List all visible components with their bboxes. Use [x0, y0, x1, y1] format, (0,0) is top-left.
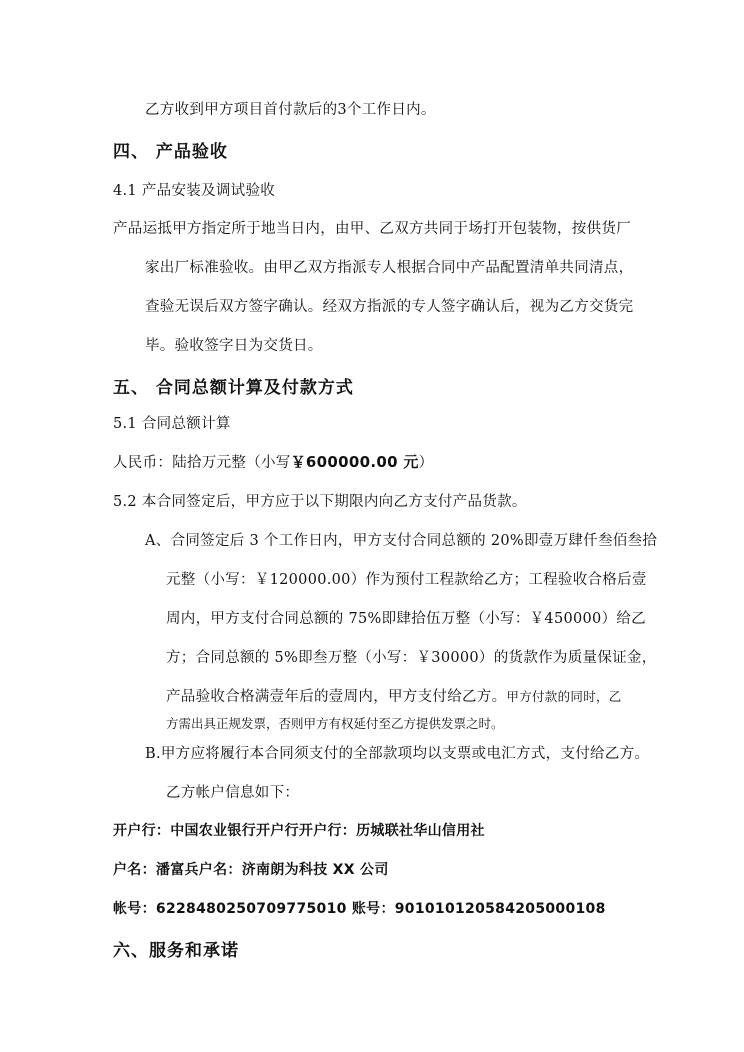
- rmb-total-line: [113, 451, 433, 472]
- account-number-line: 帐号：6228480250709775010 账号：9010101205842050001​08: [113, 901, 606, 917]
- section-6-heading: 六、服务和承诺: [113, 941, 239, 961]
- payment-a-line-6-note: 方需出具正规发票，否则甲方有权延付至乙方提供发票之时。: [166, 716, 504, 731]
- payment-b-paragraph: B.甲方应将履行本合同须支付的全部款项均以支票或电汇方式，支付给乙方。: [145, 746, 650, 762]
- payment-a-line-4: 方；合同总额的 5%即叁万整（小写：￥30000）的货款作为质量保证金，: [166, 650, 657, 666]
- payment-a-line-5: [166, 685, 622, 706]
- acceptance-paragraph-line-3: 查验无误后双方签字确认。经双方指派的专人签字确认后，视为乙方交货完: [145, 299, 634, 315]
- payment-a-line-5-main: 产品验收合格满壹年后的壹周内，甲方支付给乙方。: [166, 689, 507, 705]
- rmb-total-suffix: ）: [418, 455, 434, 471]
- subsection-4-1-title: 4.1 产品安装及调试验收: [113, 183, 276, 199]
- payment-a-line-5-note: 甲方付款的同时，乙: [506, 689, 622, 704]
- payment-a-line-1: A、合同签定后 3 个工作日内，甲方支付合同总额的 20%即壹万肆仟叁佰叁拾: [145, 533, 658, 549]
- bank-line: 开户行：中国农业银行开户行开户行：历城联社华山信用社: [113, 823, 485, 839]
- rmb-total-amount: ￥600000.00 元: [290, 453, 419, 471]
- intro-paragraph: 乙方收到甲方项目首付款后的3个工作日内。: [145, 102, 436, 118]
- subsection-5-2-title: 5.2 本合同签定后，甲方应于以下期限内向乙方支付产品货款。: [113, 494, 527, 510]
- subsection-5-1-title: 5.1 合同总额计算: [113, 416, 231, 432]
- section-5-heading: 五、 合同总额计算及付款方式: [113, 378, 354, 398]
- acceptance-paragraph-line-2: 家出厂标准验收。由甲乙双方指派专人根据合同中产品配置清单共同清点，: [145, 260, 634, 276]
- account-name-line: 户名：潘富兵户名：济南朗为科技 XX 公司: [113, 862, 389, 878]
- payment-a-line-3: 周内，甲方支付合同总额的 75%即肆拾伍万整（小写：￥450000）给乙: [166, 611, 646, 627]
- section-4-heading: 四、 产品验收: [113, 142, 228, 162]
- acceptance-paragraph-line-1: 产品运抵甲方指定所于地当日内，由甲、乙双方共同于场打开包装物，按供货厂: [113, 221, 631, 237]
- acceptance-paragraph-line-4: 毕。验收签字日为交货日。: [145, 338, 323, 354]
- rmb-total-prefix: 人民币：陆拾万元整（小写: [113, 455, 291, 471]
- payment-a-line-2: 元整（小写：￥120000.00）作为预付工程款给乙方；工程验收合格后壹: [166, 572, 647, 588]
- account-intro: 乙方帐户信息如下：: [166, 785, 300, 801]
